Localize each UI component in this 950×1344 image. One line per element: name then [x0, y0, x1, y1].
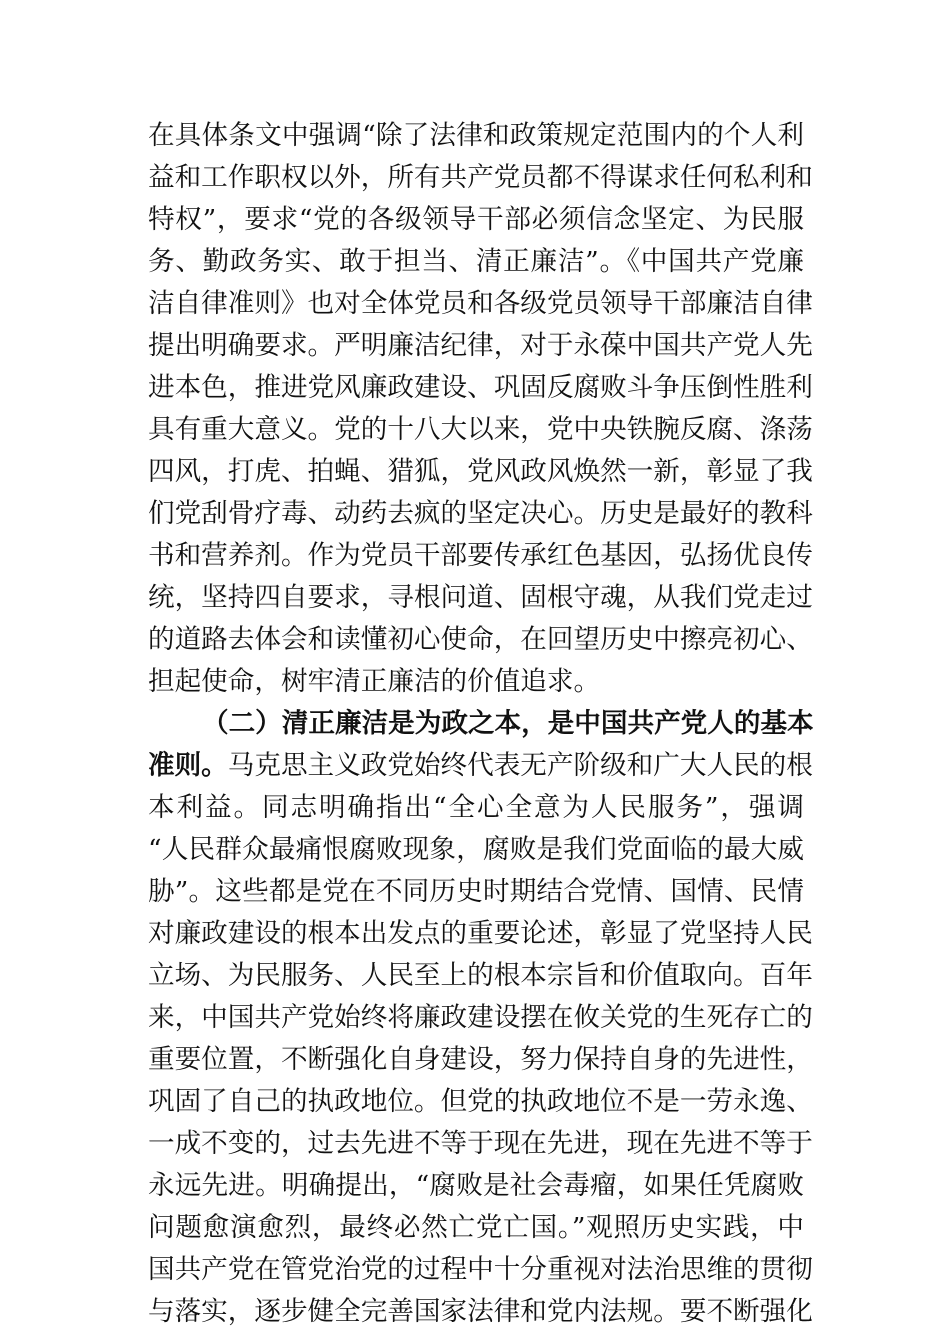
body-text-line: 立场、为民服务、人民至上的根本宗旨和价值取向。百年	[148, 960, 813, 991]
body-text-line: 益和工作职权以外，所有共产党员都不得谋求任何私利和	[148, 162, 813, 193]
body-text-line: 务、勤政务实、敢于担当、清正廉洁”。《中国共产党廉	[148, 246, 804, 277]
body-text-line: “人民群众最痛恨腐败现象，腐败是我们党面临的最大威	[148, 834, 804, 865]
body-text-line	[148, 745, 813, 787]
body-text-line: 的道路去体会和读懂初心使命，在回望历史中擦亮初心、	[148, 624, 813, 655]
body-text-line: 一成不变的，过去先进不等于现在先进，现在先进不等于	[148, 1128, 813, 1159]
body-text-line: 书和营养剂。作为党员干部要传承红色基因，弘扬优良传	[148, 540, 813, 571]
body-text-line: 来，中国共产党始终将廉政建设摆在攸关党的生死存亡的	[148, 1002, 813, 1033]
section-heading-end: 准则。	[148, 750, 228, 781]
body-text-line: 胁”。这些都是党在不同历史时期结合党情、国情、民情	[148, 876, 804, 907]
body-text-line: 统，坚持四自要求，寻根问道、固根守魂，从我们党走过	[148, 582, 813, 613]
body-text-line: 重要位置，不断强化自身建设，努力保持自身的先进性，	[148, 1044, 813, 1075]
body-text-line: 提出明确要求。严明廉洁纪律，对于永葆中国共产党人先	[148, 330, 813, 361]
body-text-line: 本利益。同志明确指出“全心全意为人民服务”，强调	[148, 792, 804, 823]
body-text-segment: 马克思主义政党始终代表无产阶级和广大人民的根	[227, 750, 813, 781]
body-text-line: 与落实，逐步健全完善国家法律和党内法规。要不断强化	[148, 1296, 813, 1327]
body-text-line: 四风，打虎、拍蝇、猎狐，党风政风焕然一新，彰显了我	[148, 456, 813, 487]
body-text-line: 在具体条文中强调“除了法律和政策规定范围内的个人利	[148, 120, 804, 151]
body-text-line: 永远先进。明确提出，“腐败是社会毒瘤，如果任凭腐败	[148, 1170, 804, 1201]
body-text-line: 洁自律准则》也对全体党员和各级党员领导干部廉洁自律	[148, 288, 813, 319]
body-text-line: 特权”，要求“党的各级领导干部必须信念坚定、为民服	[148, 204, 804, 235]
body-text-line: 问题愈演愈烈，最终必然亡党亡国。”观照历史实践，中	[148, 1212, 804, 1243]
section-heading: （二）清正廉洁是为政之本，是中国共产党人的基本	[202, 708, 814, 739]
body-text-line: 国共产党在管党治党的过程中十分重视对法治思维的贯彻	[148, 1254, 813, 1285]
body-text-line: 们党刮骨疗毒、动药去疯的坚定决心。历史是最好的教科	[148, 498, 813, 529]
body-text-line: 具有重大意义。党的十八大以来，党中央铁腕反腐、涤荡	[148, 414, 813, 445]
body-text-line: 巩固了自己的执政地位。但党的执政地位不是一劳永逸、	[148, 1086, 813, 1117]
body-text-line: 进本色，推进党风廉政建设、巩固反腐败斗争压倒性胜利	[148, 372, 813, 403]
body-text-line: 对廉政建设的根本出发点的重要论述，彰显了党坚持人民	[148, 918, 813, 949]
body-text-line: 担起使命，树牢清正廉洁的价值追求。	[148, 666, 601, 697]
